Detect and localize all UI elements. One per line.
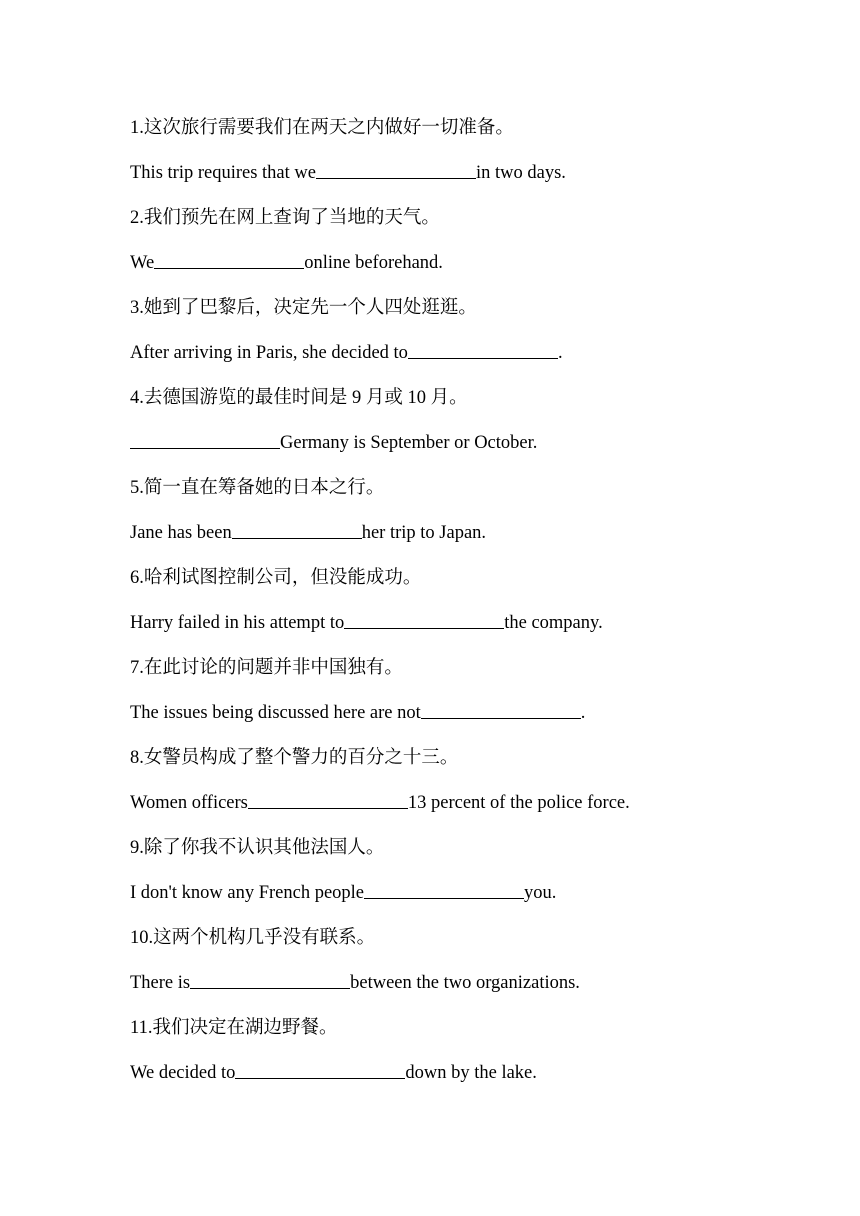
answer-blank[interactable] <box>344 608 504 629</box>
chinese-sentence: 她到了巴黎后，决定先一个人四处逛逛。 <box>143 298 477 318</box>
english-sentence <box>130 518 810 563</box>
sentence-after-blank: online beforehand. <box>304 253 443 273</box>
chinese-sentence: 我们预先在网上查询了当地的天气。 <box>143 208 440 228</box>
sentence-after-blank: you. <box>524 883 557 903</box>
exercise-item <box>130 923 810 1013</box>
english-sentence <box>130 698 810 743</box>
answer-blank[interactable] <box>130 428 280 449</box>
chinese-prompt <box>130 1013 810 1058</box>
english-sentence <box>130 158 810 203</box>
english-sentence <box>130 788 810 833</box>
english-sentence <box>130 878 810 923</box>
item-number: 11. <box>130 1018 153 1038</box>
sentence-before-blank: Harry failed in his attempt to <box>130 613 345 633</box>
sentence-after-blank: between the two organizations. <box>350 973 580 993</box>
chinese-sentence: 简一直在筹备她的日本之行。 <box>143 478 385 498</box>
sentence-before-blank: After arriving in Paris, she decided to <box>130 343 408 363</box>
english-sentence <box>130 428 810 473</box>
sentence-before-blank: Jane has been <box>130 523 232 543</box>
sentence-after-blank: Germany is September or October. <box>280 433 538 453</box>
chinese-sentence: 去德国游览的最佳时间是 9 月或 10 月。 <box>143 388 468 408</box>
item-number: 5. <box>130 478 144 498</box>
item-number: 7. <box>130 658 144 678</box>
english-sentence <box>130 968 810 1013</box>
chinese-prompt <box>130 743 810 788</box>
exercise-item <box>130 1013 810 1103</box>
chinese-sentence: 在此讨论的问题并非中国独有。 <box>143 658 403 678</box>
chinese-prompt <box>130 473 810 518</box>
exercise-item <box>130 743 810 833</box>
chinese-sentence: 这两个机构几乎没有联系。 <box>153 928 376 948</box>
answer-blank[interactable] <box>190 968 350 989</box>
sentence-after-blank: . <box>557 343 563 363</box>
chinese-sentence: 女警员构成了整个警力的百分之十三。 <box>143 748 459 768</box>
sentence-after-blank: the company. <box>504 613 603 633</box>
exercise-page <box>130 113 810 1103</box>
answer-blank[interactable] <box>248 788 408 809</box>
answer-blank[interactable] <box>232 518 362 539</box>
chinese-sentence: 除了你我不认识其他法国人。 <box>143 838 385 858</box>
chinese-sentence: 哈利试图控制公司，但没能成功。 <box>143 568 422 588</box>
english-sentence <box>130 338 810 383</box>
answer-blank[interactable] <box>364 878 524 899</box>
item-number: 1. <box>130 118 144 138</box>
english-sentence <box>130 608 810 653</box>
item-number: 2. <box>130 208 144 228</box>
english-sentence <box>130 1058 810 1103</box>
answer-blank[interactable] <box>421 698 581 719</box>
sentence-after-blank: . <box>580 703 586 723</box>
exercise-item <box>130 653 810 743</box>
sentence-before-blank: We <box>130 253 155 273</box>
sentence-before-blank: The issues being discussed here are not <box>130 703 421 723</box>
item-number: 10. <box>130 928 154 948</box>
english-sentence <box>130 248 810 293</box>
sentence-after-blank: down by the lake. <box>405 1063 537 1083</box>
answer-blank[interactable] <box>235 1058 405 1079</box>
exercise-item <box>130 203 810 293</box>
item-number: 4. <box>130 388 144 408</box>
exercise-item <box>130 473 810 563</box>
exercise-item <box>130 833 810 923</box>
item-number: 8. <box>130 748 144 768</box>
chinese-prompt <box>130 563 810 608</box>
sentence-before-blank: This trip requires that we <box>130 163 316 183</box>
exercise-item <box>130 113 810 203</box>
exercise-item <box>130 293 810 383</box>
sentence-before-blank: We decided to <box>130 1063 236 1083</box>
sentence-before-blank: There is <box>130 973 191 993</box>
exercise-item <box>130 563 810 653</box>
chinese-sentence: 我们决定在湖边野餐。 <box>152 1018 338 1038</box>
chinese-sentence: 这次旅行需要我们在两天之内做好一切准备。 <box>143 118 514 138</box>
chinese-prompt <box>130 833 810 878</box>
exercise-item <box>130 383 810 473</box>
answer-blank[interactable] <box>316 158 476 179</box>
chinese-prompt <box>130 293 810 338</box>
answer-blank[interactable] <box>408 338 558 359</box>
chinese-prompt <box>130 113 810 158</box>
answer-blank[interactable] <box>154 248 304 269</box>
sentence-after-blank: her trip to Japan. <box>361 523 487 543</box>
chinese-prompt <box>130 203 810 248</box>
chinese-prompt <box>130 383 810 428</box>
chinese-prompt <box>130 923 810 968</box>
sentence-before-blank: I don't know any French people <box>130 883 365 903</box>
sentence-after-blank: 13 percent of the police force. <box>407 793 630 813</box>
item-number: 9. <box>130 838 144 858</box>
sentence-after-blank: in two days. <box>475 163 566 183</box>
chinese-prompt <box>130 653 810 698</box>
sentence-before-blank: Women officers <box>130 793 248 813</box>
item-number: 6. <box>130 568 144 588</box>
item-number: 3. <box>130 298 144 318</box>
